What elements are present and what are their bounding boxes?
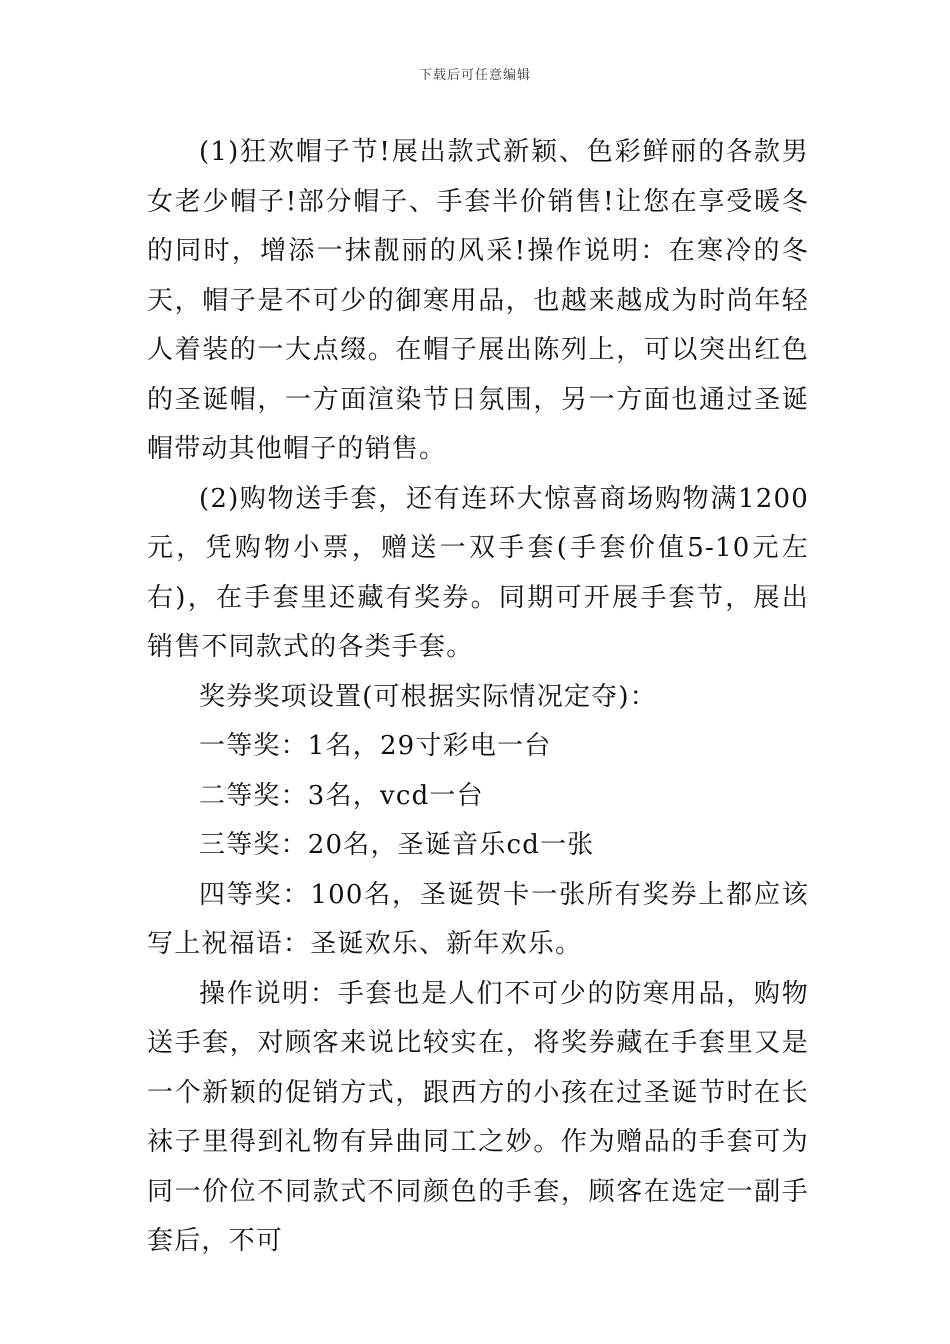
document-body — [147, 128, 809, 1267]
paragraph-prize-settings: 奖券奖项设置(可根据实际情况定夺)： — [199, 681, 657, 712]
paragraph-third-prize: 三等奖：20名，圣诞音乐cd一张 — [199, 830, 595, 860]
paragraph-glove-gift: (2)购物送手套，还有连环大惊喜商场购物满1200元，凭购物小票，赠送一双手套(手套价值5-10元左右)，在手套里还藏有奖券。同期可开展手套节，展出销售不同款式的各类手套。 — [147, 483, 809, 662]
paragraph-operation-notes: 操作说明：手套也是人们不可少的防寒用品，购物送手套，对顾客来说比较实在，将奖券藏在手套里又是一个新颖的促销方式，跟西方的小孩在过圣诞节时在长袜子里得到礼物有异曲同工之妙。作为赠品的手套可为同一价位不同款式不同颜色的手套，顾客在选定一副手套后，不可 — [147, 978, 809, 1256]
page-header: 下载后可任意编辑 — [418, 68, 531, 83]
paragraph-hat-festival: (1)狂欢帽子节!展出款式新颖、色彩鲜丽的各款男女老少帽子!部分帽子、手套半价销售!让您在享受暖冬的同时，增添一抹靓丽的风采!操作说明：在寒冷的冬天，帽子是不可少的御寒用品，也越来越成为时尚年轻人着装的一大点缀。在帽子展出陈列上，可以突出红色的圣诞帽，一方面渲染节日氛围，另一方面也通过圣诞帽带动其他帽子的销售。 — [147, 137, 809, 464]
paragraph-fourth-prize: 四等奖：100名，圣诞贺卡一张所有奖券上都应该写上祝福语：圣诞欢乐、新年欢乐。 — [147, 879, 809, 959]
paragraph-first-prize: 一等奖：1名，29寸彩电一台 — [199, 731, 552, 761]
paragraph-second-prize: 二等奖：3名，vcd一台 — [199, 780, 484, 811]
